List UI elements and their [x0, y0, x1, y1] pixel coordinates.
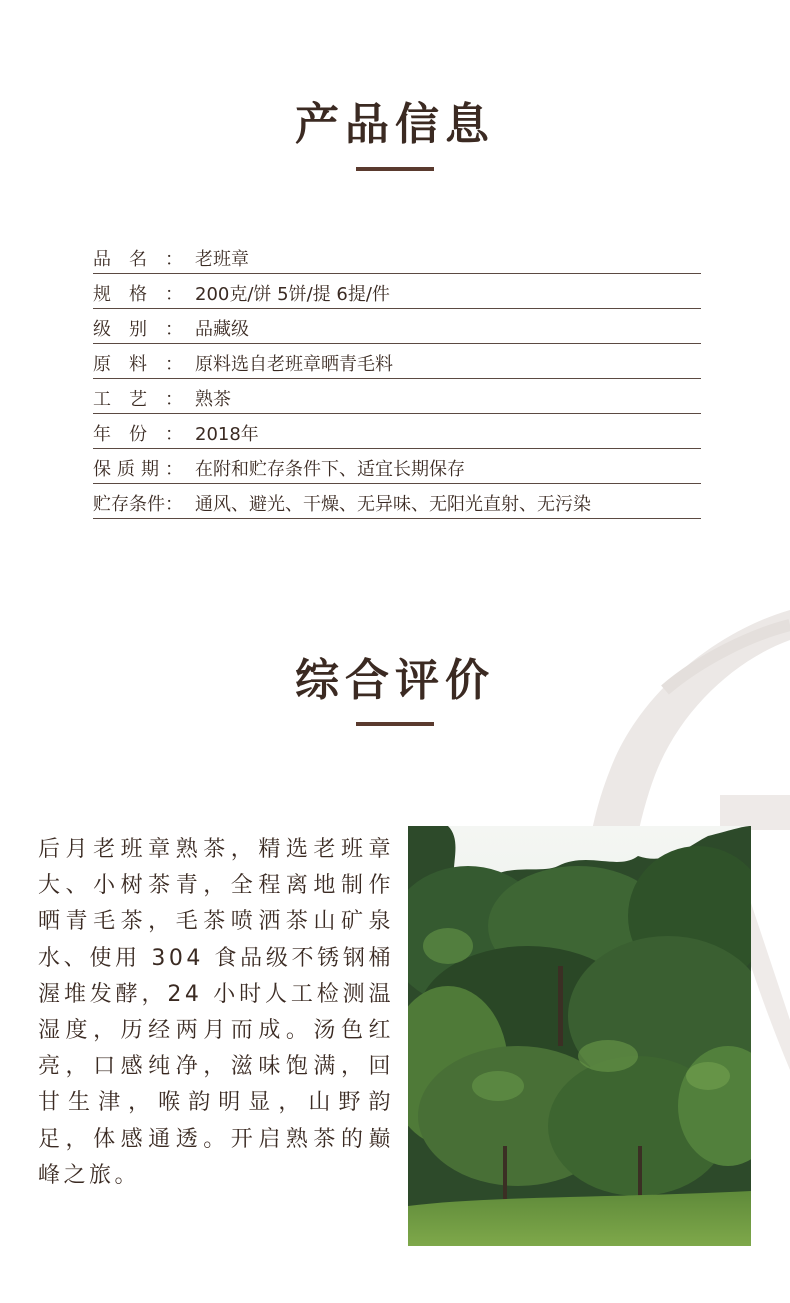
- tea-forest-photo: [408, 826, 751, 1246]
- info-value: 品藏级: [195, 319, 249, 340]
- info-row: [93, 345, 701, 379]
- info-value: 熟茶: [195, 389, 231, 410]
- info-row: [93, 310, 701, 344]
- info-label: 年 份 ：: [93, 424, 183, 445]
- product-info-title-underline: [356, 167, 434, 171]
- review-title-underline: [356, 722, 434, 726]
- info-label: 原 料 ：: [93, 354, 183, 375]
- review-title: 综合评价: [295, 655, 495, 706]
- info-value: 原料选自老班章晒青毛料: [195, 354, 393, 375]
- info-value: 200克/饼 5饼/提 6提/件: [195, 284, 390, 305]
- info-row: [93, 415, 701, 449]
- info-value: 老班章: [195, 249, 249, 270]
- review-paragraph: 后月老班章熟茶，精选老班章大、小树茶青，全程离地制作晒青毛茶，毛茶喷洒茶山矿泉水、使用 304 食品级不锈钢桶渥堆发酵，24 小时人工检测温湿度，历经两月而成。汤色红亮，口感纯净，滋味饱满，回甘生津，喉韵明显，山野韵足，体感通透。开启熟茶的巅峰之旅。: [38, 837, 394, 1188]
- info-label: 级 别 ：: [93, 319, 183, 340]
- info-row: [93, 485, 701, 519]
- info-row: [93, 380, 701, 414]
- info-label: 保 质 期 ：: [93, 459, 183, 480]
- info-label: 品 名 ：: [93, 249, 183, 270]
- info-label: 规 格 ：: [93, 284, 183, 305]
- product-info-title: 产品信息: [295, 99, 495, 150]
- info-value: 2018年: [195, 424, 259, 445]
- info-label: 工 艺 ：: [93, 389, 183, 410]
- info-row: [93, 450, 701, 484]
- product-info-table: [93, 240, 701, 519]
- info-label: 贮 存 条 件 ：: [93, 494, 183, 515]
- info-row: [93, 275, 701, 309]
- info-row: [93, 240, 701, 274]
- info-value: 通风、避光、干燥、无异味、无阳光直射、无污染: [195, 494, 591, 515]
- info-value: 在附和贮存条件下、适宜长期保存: [195, 459, 465, 480]
